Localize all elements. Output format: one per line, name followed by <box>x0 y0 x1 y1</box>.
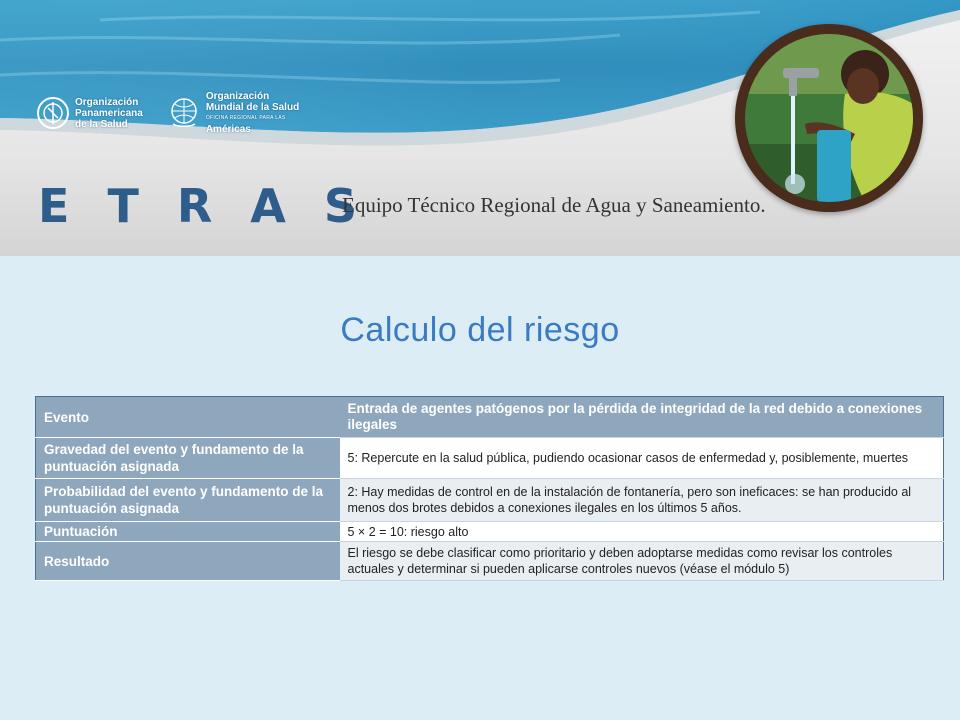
risk-table-container <box>35 388 943 581</box>
row-value: 5 × 2 = 10: riesgo alto <box>340 522 944 542</box>
logos <box>36 90 299 136</box>
risk-table <box>35 396 944 581</box>
table-row-evento <box>36 397 944 438</box>
row-value: Entrada de agentes patógenos por la pérdida de integridad de la red debido a conexiones ilegales <box>340 397 944 438</box>
row-value: El riesgo se debe clasificar como prioritario y deben adoptarse medidas como revisar los controles actuales y determinar si pueden aplicarse controles nuevos (véase el módulo 5) <box>340 542 944 581</box>
row-value: 2: Hay medidas de control en de la instalación de fontanería, pero son ineficaces: se han producido al menos dos brotes debidos a conexiones ilegales en los últimos 5 años. <box>340 479 944 522</box>
paho-emblem-icon <box>36 96 70 130</box>
paho-name: Organización Panamericana de la Salud <box>75 96 143 130</box>
who-emblem-icon <box>167 96 201 130</box>
etras-letter: E <box>38 179 70 233</box>
who-logo <box>167 90 299 136</box>
row-label: Probabilidad del evento y fundamento de la puntuación asignada <box>36 479 340 522</box>
row-label: Puntuación <box>36 522 340 542</box>
page-title: Calculo del riesgo <box>340 311 620 349</box>
child-drinking-water-photo <box>735 24 923 212</box>
table-row-resultado <box>36 542 944 581</box>
row-label: Evento <box>36 397 340 438</box>
banner-subtitle: Equipo Técnico Regional de Agua y Saneamiento. <box>342 193 766 217</box>
etras-letter: A <box>250 179 286 233</box>
cropped-text-strip <box>35 388 943 396</box>
table-row-puntuacion <box>36 522 944 542</box>
header-banner <box>0 0 960 256</box>
table-row-gravedad <box>36 438 944 479</box>
row-value: 5: Repercute en la salud pública, pudiendo ocasionar casos de enfermedad y, posiblemente, muertes <box>340 438 944 479</box>
row-label: Gravedad del evento y fundamento de la puntuación asignada <box>36 438 340 479</box>
etras-letter: T <box>107 179 139 233</box>
row-label: Resultado <box>36 542 340 581</box>
etras-letter: R <box>176 179 213 233</box>
etras-wordmark <box>38 180 357 232</box>
table-row-probabilidad <box>36 479 944 522</box>
paho-logo <box>36 90 143 136</box>
who-name: Organización Mundial de la Salud OFICINA REGIONAL PARA LAS Américas <box>205 91 300 135</box>
etras-letter: S <box>323 179 357 233</box>
